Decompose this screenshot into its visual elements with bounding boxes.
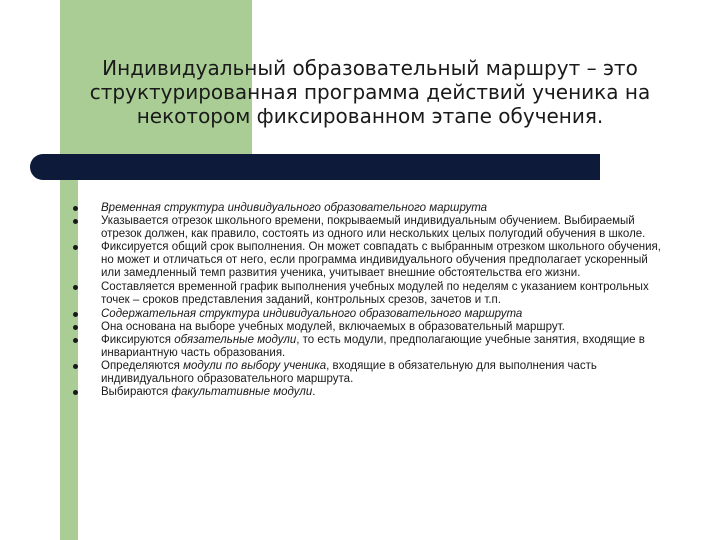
bullet-text: модули по выбору ученика: [183, 360, 327, 372]
bullet-item: [70, 202, 670, 215]
bullet-dot-icon: [73, 364, 78, 369]
bullet-item: [70, 321, 670, 334]
bullet-item: [70, 281, 670, 307]
bullet-text: обязательные модули: [174, 334, 297, 346]
bullet-text: Определяются: [101, 360, 184, 372]
bullet-dot-icon: [73, 219, 78, 224]
bullet-item: [70, 334, 670, 360]
bullet-item: [70, 360, 670, 386]
bullet-text: Она основана на выборе учебных модулей, включаемых в образовательный маршрут.: [101, 321, 565, 333]
bullet-text: .: [312, 386, 316, 398]
bullet-item: [70, 215, 670, 241]
bullet-text: Фиксируются: [101, 334, 175, 346]
bullet-item: [70, 241, 670, 280]
bullet-dot-icon: [73, 325, 78, 330]
bullet-text: Временная структура индивидуального образовательного маршрута: [101, 202, 488, 214]
bullet-text: Содержательная структура индивидуального образовательного маршрута: [101, 308, 523, 320]
bullet-dot-icon: [73, 338, 78, 343]
bullet-text: Выбираются: [101, 386, 172, 398]
bullet-item: [70, 308, 670, 321]
bullet-text: , то есть модули, предполагающие учебные занятия, входящие в инвариантную часть образования.: [101, 334, 645, 359]
bullet-dot-icon: [73, 245, 78, 250]
bullet-text: , входящие в обязательную для выполнения часть индивидуального образовательного маршрута.: [101, 360, 597, 385]
title-underline-bar: [30, 154, 600, 180]
bullet-list: [70, 202, 670, 399]
bullet-dot-icon: [73, 390, 78, 395]
bullet-item: [70, 386, 670, 399]
bullet-dot-icon: [73, 285, 78, 290]
bullet-text: Фиксируется общий срок выполнения. Он может совпадать с выбранным отрезком школьного обучения, но может и отличаться от него, если программа индивидуального обучения предполагает ускоренный или замедленный темп развития ученика, учитывает внешние обстоятельства его жизни.: [101, 241, 661, 279]
slide-title: Индивидуальный образовательный маршрут – это структурированная программа действий ученика на некотором фиксированном этапе обучения.: [89, 56, 651, 128]
bullet-text: Составляется временной график выполнения учебных модулей по неделям с указанием контрольных точек – сроков представления заданий, контрольных срезов, зачетов и т.п.: [101, 281, 649, 306]
bullet-text: факультативные модули: [171, 386, 313, 398]
bullet-text: Указывается отрезок школьного времени, покрываемый индивидуальным обучением. Выбираемый отрезок должен, как правило, состоять из одного или нескольких целых полугодий обучения в школе.: [101, 215, 646, 240]
bullet-dot-icon: [73, 312, 78, 317]
bullet-dot-icon: [73, 206, 78, 211]
